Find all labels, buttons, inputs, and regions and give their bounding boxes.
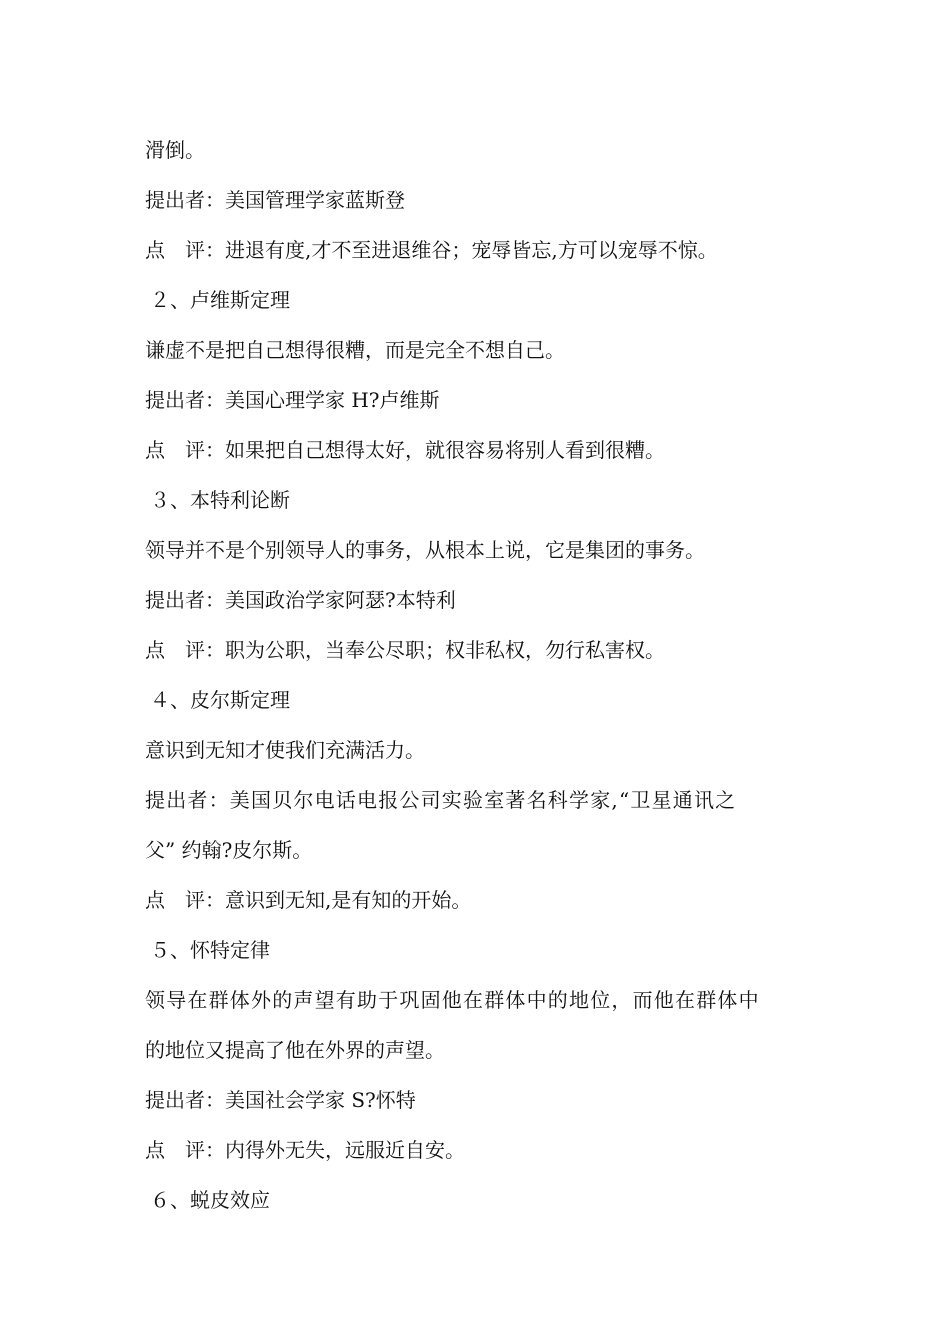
proposer-line: 提出者：美国心理学家 H?卢维斯 <box>145 388 440 412</box>
proposer-line: 提出者：美国贝尔电话电报公司实验室著名科学家,“卫星通讯之 <box>145 788 737 812</box>
section-heading: ３、本特利论断 <box>150 488 290 512</box>
proposer-line: 提出者：美国管理学家蓝斯登 <box>145 188 405 212</box>
text-line: 领导在群体外的声望有助于巩固他在群体中的地位，而他在群体中 <box>145 988 760 1012</box>
comment-line: 点 评：意识到无知,是有知的开始。 <box>145 888 472 912</box>
proposer-line-continued: 父” 约翰?皮尔斯。 <box>145 838 313 862</box>
proposer-line: 提出者：美国政治学家阿瑟?本特利 <box>145 588 456 612</box>
text-line-continued: 的地位又提高了他在外界的声望。 <box>145 1038 445 1062</box>
text-line: 意识到无知才使我们充满活力。 <box>145 738 425 762</box>
comment-line: 点 评：职为公职，当奉公尽职；权非私权，勿行私害权。 <box>145 638 665 662</box>
proposer-line: 提出者：美国社会学家 S?怀特 <box>145 1088 416 1112</box>
comment-line: 点 评：进退有度,才不至进退维谷；宠辱皆忘,方可以宠辱不惊。 <box>145 238 718 262</box>
text-line: 领导并不是个别领导人的事务，从根本上说，它是集团的事务。 <box>145 538 705 562</box>
section-heading: ５、怀特定律 <box>150 938 270 962</box>
section-heading: ２、卢维斯定理 <box>150 288 290 312</box>
text-line: 谦虚不是把自己想得很糟，而是完全不想自己。 <box>145 338 565 362</box>
text-line: 滑倒。 <box>145 138 205 162</box>
section-heading: ４、皮尔斯定理 <box>150 688 290 712</box>
comment-line: 点 评：如果把自己想得太好，就很容易将别人看到很糟。 <box>145 438 665 462</box>
section-heading: ６、蜕皮效应 <box>150 1188 270 1212</box>
comment-line: 点 评：内得外无失，远服近自安。 <box>145 1138 465 1162</box>
